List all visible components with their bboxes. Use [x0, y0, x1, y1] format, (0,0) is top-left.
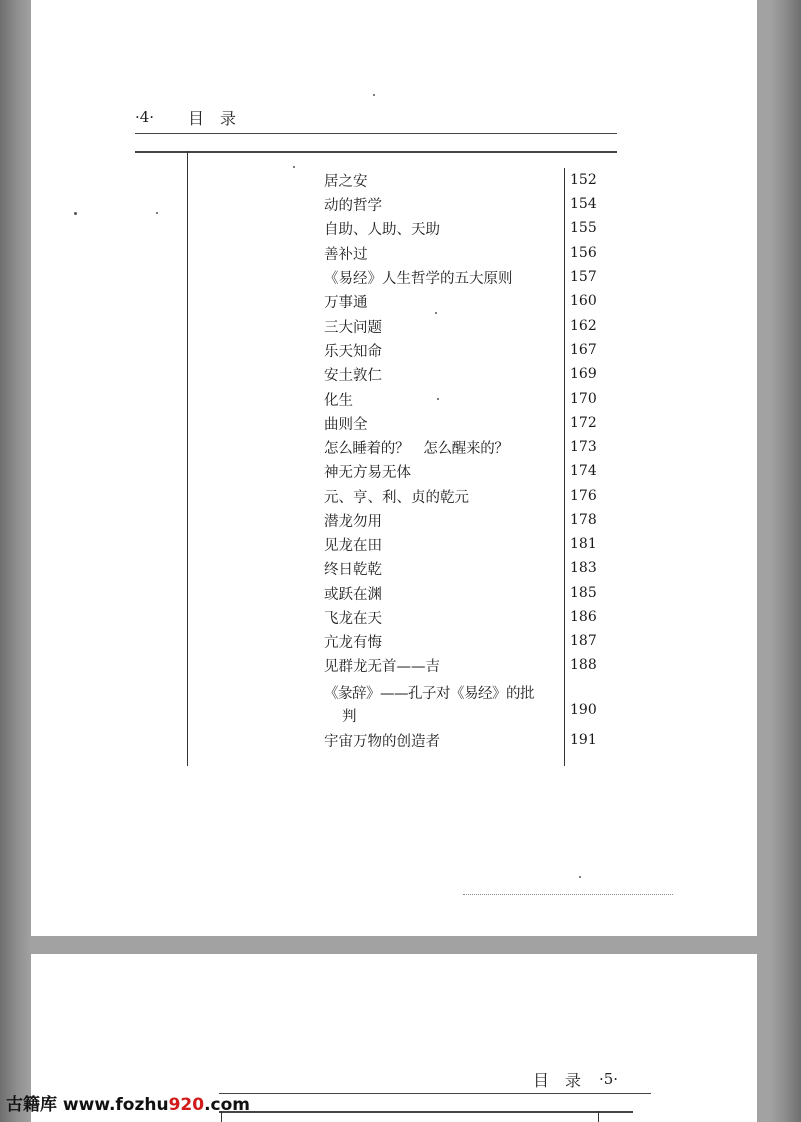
- toc-entry-title: 终日乾乾: [324, 562, 382, 578]
- toc-entry-page: 155: [570, 220, 597, 236]
- watermark-url-accent: 920: [168, 1095, 205, 1115]
- toc-entry-page: 187: [570, 633, 597, 649]
- toc-entry-title: 飞龙在天: [324, 611, 382, 627]
- toc-entry-page: 188: [570, 657, 597, 673]
- table-top-rule: [135, 151, 617, 153]
- watermark-url-suffix: .com: [204, 1095, 251, 1115]
- toc-entry-page: 191: [570, 732, 597, 748]
- toc-entry-page: 173: [570, 439, 597, 455]
- table-page-column-rule: [564, 168, 565, 766]
- toc-entry-page: 178: [570, 512, 597, 528]
- header-rule: [135, 133, 617, 134]
- toc-entry-title: 居之安: [324, 174, 368, 190]
- toc-entry-page: 154: [570, 196, 597, 212]
- toc-entry-page: 162: [570, 318, 597, 334]
- toc-entry-title: 元、亨、利、贞的乾元: [324, 490, 469, 506]
- toc-entry-page: 160: [570, 293, 597, 309]
- toc-entry-title: 乐天知命: [324, 344, 382, 360]
- table-top-rule: [219, 1111, 633, 1113]
- toc-entry-title: 曲则全: [324, 417, 368, 433]
- header-rule: [219, 1093, 651, 1094]
- toc-entry-page: 169: [570, 366, 597, 382]
- toc-entry-title: 化生: [324, 393, 353, 409]
- table-page-column-rule: [598, 1111, 599, 1122]
- toc-entry-title: 《易经》人生哲学的五大原则: [324, 271, 513, 287]
- page-number-header: ·4·: [135, 108, 155, 126]
- toc-entry-title: 自助、人助、天助: [324, 222, 440, 238]
- toc-entry-page: 181: [570, 536, 597, 552]
- toc-entry-title: 潜龙勿用: [324, 514, 382, 530]
- toc-entry-title: 善补过: [324, 247, 368, 263]
- toc-entry-title: 安土敦仁: [324, 368, 382, 384]
- site-watermark: [6, 1090, 250, 1115]
- scan-noise-line: [463, 894, 673, 896]
- page-title-header: 目 录: [533, 1071, 582, 1090]
- toc-entry-page: 174: [570, 463, 597, 479]
- watermark-url-prefix: www.fozhu: [62, 1095, 169, 1115]
- toc-entry-title: 《彖辞》——孔子对《易经》的批: [324, 686, 534, 702]
- toc-entry-page: 156: [570, 245, 597, 261]
- scan-speck: [579, 876, 581, 878]
- toc-entry-title: 三大问题: [324, 320, 382, 336]
- toc-entry-page: 185: [570, 585, 597, 601]
- page-number-header: ·5·: [599, 1070, 619, 1088]
- toc-entry-page: 183: [570, 560, 597, 576]
- toc-entry-page: 170: [570, 391, 597, 407]
- toc-entry-title: 见龙在田: [324, 538, 382, 554]
- toc-entry-page: 190: [570, 702, 597, 718]
- toc-entry-title: 见群龙无首——吉: [324, 659, 440, 675]
- toc-entry-title: 宇宙万物的创造者: [324, 734, 440, 750]
- toc-entry-page: 186: [570, 609, 597, 625]
- scan-speck: [74, 212, 77, 215]
- toc-entry-page: 152: [570, 172, 597, 188]
- scan-speck: [156, 212, 158, 214]
- toc-entry-page: 157: [570, 269, 597, 285]
- scan-speck: [437, 398, 439, 400]
- scan-speck: [435, 312, 437, 314]
- toc-entry-page: 172: [570, 415, 597, 431]
- toc-entry-title-continued: 判: [342, 709, 357, 725]
- toc-entry-title: 神无方易无体: [324, 465, 411, 481]
- toc-entry-title: 或跃在渊: [324, 587, 382, 603]
- watermark-site-name: 古籍库: [6, 1095, 57, 1115]
- page-title-header: 目 录: [188, 109, 237, 128]
- toc-entry-page: 167: [570, 342, 597, 358]
- toc-entry-title: 怎么睡着的？ 怎么醒来的？: [324, 441, 509, 457]
- toc-entry-title: 亢龙有悔: [324, 635, 382, 651]
- toc-entry-title: 万事通: [324, 295, 368, 311]
- toc-entry-title: 动的哲学: [324, 198, 382, 214]
- table-left-rule: [187, 151, 188, 766]
- scan-speck: [293, 166, 295, 168]
- document-page-4: [31, 0, 757, 936]
- toc-entry-page: 176: [570, 488, 597, 504]
- scan-speck: [373, 94, 375, 96]
